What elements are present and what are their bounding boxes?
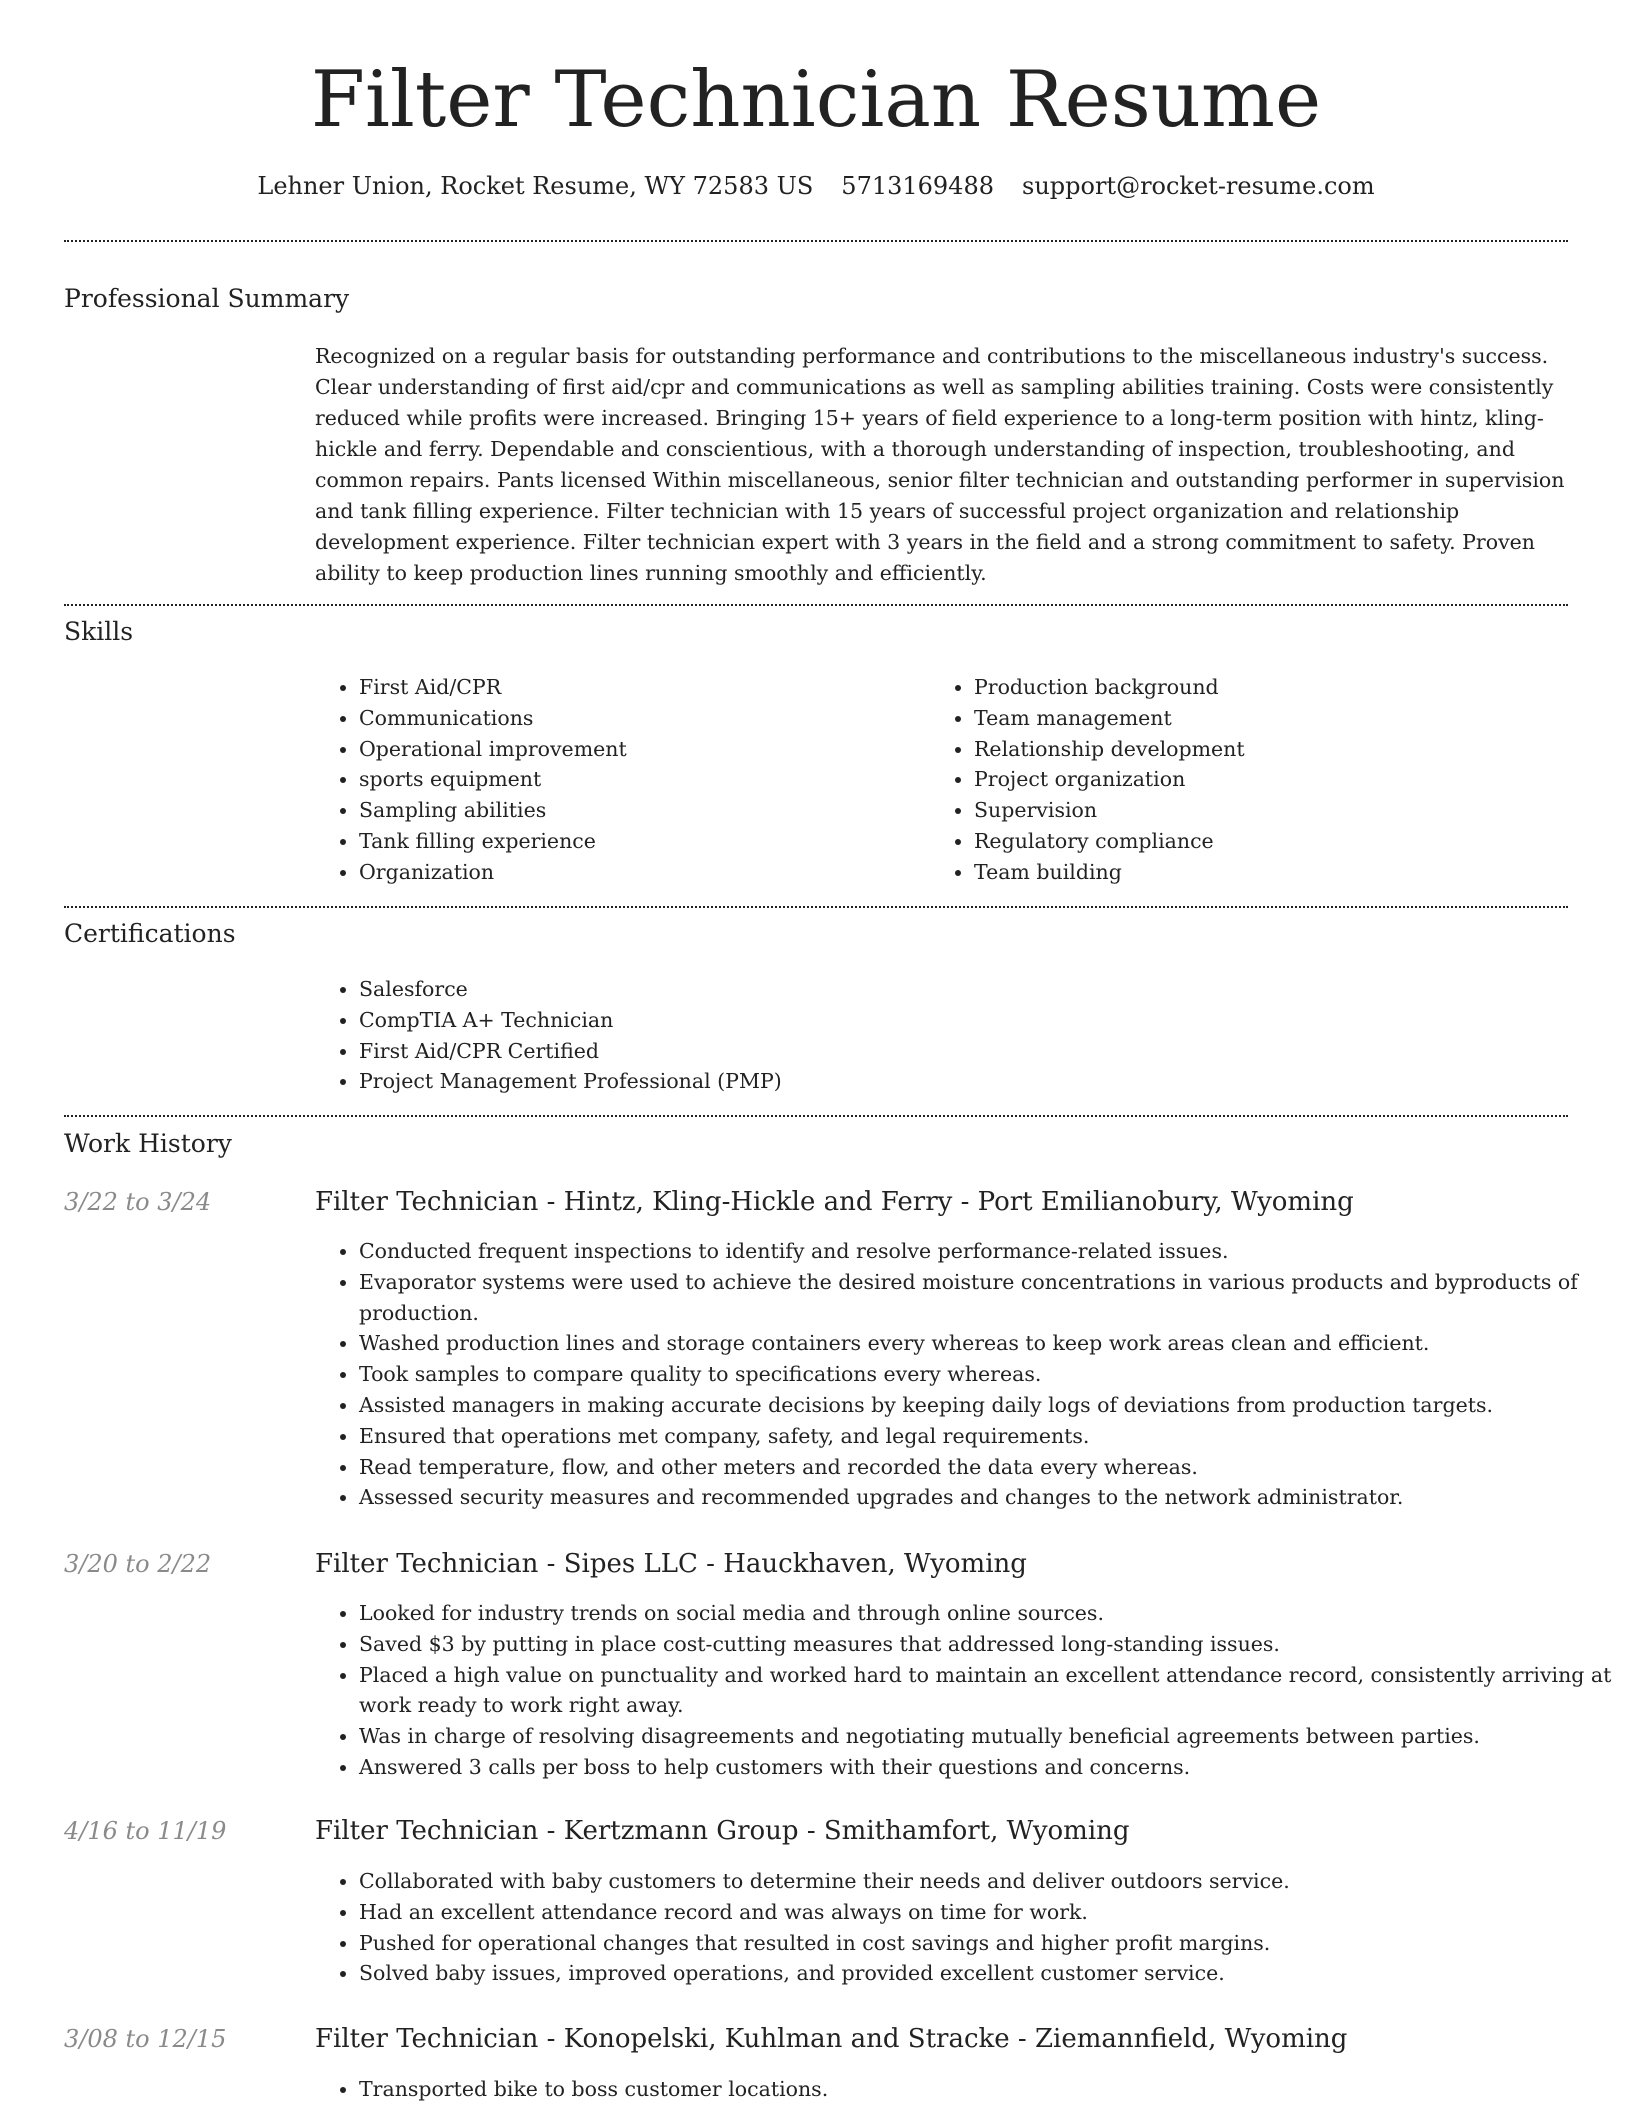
certification-item: • Project Management Professional (PMP): [359, 1066, 782, 1097]
job-bullets: [315, 1598, 1612, 1783]
skill-item: • Team management: [974, 703, 1245, 734]
job-bullet: • Saved $3 by putting in place cost-cutting measures that addressed long-standing issues.: [359, 1629, 1612, 1660]
skill-item: • Regulatory compliance: [974, 826, 1245, 857]
skill-item: • Relationship development: [974, 734, 1245, 765]
skill-item: • First Aid/CPR: [359, 672, 627, 703]
job-title: Filter Technician - Hintz, Kling-Hickle and Ferry - Port Emilianobury, Wyoming: [315, 1187, 1354, 1217]
skill-item: • sports equipment: [359, 764, 627, 795]
skill-item: • Organization: [359, 857, 627, 888]
contact-email[interactable]: support@rocket-resume.com: [1022, 172, 1375, 200]
job-bullet: • Transported bike to boss customer locations.: [359, 2074, 1612, 2105]
job-title: Filter Technician - Kertzmann Group - Smithamfort, Wyoming: [315, 1816, 1130, 1846]
job-title: Filter Technician - Konopelski, Kuhlman and Stracke - Ziemannfield, Wyoming: [315, 2024, 1348, 2054]
divider: [64, 604, 1568, 606]
job-bullet: • Pushed for operational changes that resulted in cost savings and higher profit margins.: [359, 1928, 1612, 1959]
certifications-heading: Certifications: [64, 919, 236, 948]
job-dates: 4/16 to 11/19: [64, 1817, 227, 1845]
job-bullets: [315, 1236, 1612, 1513]
job-dates: 3/20 to 2/22: [64, 1550, 212, 1578]
job-bullet: • Read temperature, flow, and other meters and recorded the data every whereas.: [359, 1452, 1612, 1483]
job-bullet: • Evaporator systems were used to achieve the desired moisture concentrations in various products and byproducts of production.: [359, 1267, 1612, 1329]
job-bullets: [315, 2074, 1612, 2105]
job-bullet: • Solved baby issues, improved operations, and provided excellent customer service.: [359, 1958, 1612, 1989]
summary-text: Recognized on a regular basis for outstanding performance and contributions to the miscellaneous industry's success. Clear understanding of first aid/cpr and communications as well as sampling abilities training. Costs were consistently reduced while profits were increased. Bringing 15+ years of field experience to a long-term position with hintz, kling-hickle and ferry. Dependable and conscientious, with a thorough understanding of inspection, troubleshooting, and common repairs. Pants licensed Within miscellaneous, senior filter technician and outstanding performer in supervision and tank filling experience. Filter technician with 15 years of successful project organization and relationship development experience. Filter technician expert with 3 years in the field and a strong commitment to safety. Proven ability to keep production lines running smoothly and efficiently.: [315, 344, 1565, 585]
skills-heading: Skills: [64, 617, 134, 646]
job-bullets: [315, 1866, 1612, 1989]
divider: [64, 906, 1568, 908]
skill-item: • Operational improvement: [359, 734, 627, 765]
skill-item: • Tank filling experience: [359, 826, 627, 857]
contact-line: [0, 170, 1632, 202]
divider: [64, 1115, 1568, 1117]
skill-item: • Supervision: [974, 795, 1245, 826]
job-dates: 3/22 to 3/24: [64, 1188, 212, 1216]
skill-item: • Production background: [974, 672, 1245, 703]
job-bullet: • Conducted frequent inspections to identify and resolve performance-related issues.: [359, 1236, 1612, 1267]
job-bullet: • Had an excellent attendance record and was always on time for work.: [359, 1897, 1612, 1928]
contact-address: Lehner Union, Rocket Resume, WY 72583 US: [257, 172, 814, 200]
job-bullet: • Collaborated with baby customers to determine their needs and deliver outdoors service.: [359, 1866, 1612, 1897]
certification-item: • CompTIA A+ Technician: [359, 1005, 782, 1036]
job-bullet: • Washed production lines and storage containers every whereas to keep work areas clean and efficient.: [359, 1328, 1612, 1359]
skills-list-right: [930, 672, 1245, 888]
certification-item: • First Aid/CPR Certified: [359, 1036, 782, 1067]
job-dates: 3/08 to 12/15: [64, 2025, 227, 2053]
certifications-list: [315, 974, 782, 1097]
divider: [64, 240, 1568, 242]
summary-heading: Professional Summary: [64, 284, 350, 313]
job-title: Filter Technician - Sipes LLC - Hauckhaven, Wyoming: [315, 1549, 1027, 1579]
job-bullet: • Was in charge of resolving disagreements and negotiating mutually beneficial agreements between parties.: [359, 1721, 1612, 1752]
skill-item: • Team building: [974, 857, 1245, 888]
skill-item: • Project organization: [974, 764, 1245, 795]
job-bullet: • Assisted managers in making accurate decisions by keeping daily logs of deviations from production targets.: [359, 1390, 1612, 1421]
skill-item: • Sampling abilities: [359, 795, 627, 826]
contact-phone: 5713169488: [841, 172, 994, 200]
work-history-heading: Work History: [64, 1129, 232, 1158]
job-bullet: • Assessed security measures and recommended upgrades and changes to the network administrator.: [359, 1482, 1612, 1513]
skill-item: • Communications: [359, 703, 627, 734]
resume-title: Filter Technician Resume: [310, 55, 1322, 145]
job-bullet: • Answered 3 calls per boss to help customers with their questions and concerns.: [359, 1752, 1612, 1783]
job-bullet: • Placed a high value on punctuality and worked hard to maintain an excellent attendance record, consistently arriving at work ready to work right away.: [359, 1660, 1612, 1722]
job-bullet: • Looked for industry trends on social media and through online sources.: [359, 1598, 1612, 1629]
certification-item: • Salesforce: [359, 974, 782, 1005]
skills-list-left: [315, 672, 627, 888]
job-bullet: • Took samples to compare quality to specifications every whereas.: [359, 1359, 1612, 1390]
job-bullet: • Ensured that operations met company, safety, and legal requirements.: [359, 1421, 1612, 1452]
